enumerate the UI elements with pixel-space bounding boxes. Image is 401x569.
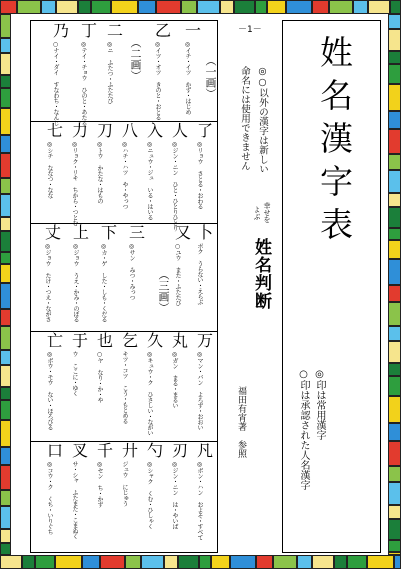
kanji-entry xyxy=(118,441,140,551)
mosaic-tile xyxy=(388,51,401,64)
mosaic-tile xyxy=(141,555,164,569)
kanji-reading: ◎キュウ・ク ひさしい・ながい xyxy=(146,351,153,436)
kanji-reading: ◎ジョウ たけ・つえ・ながさ xyxy=(44,243,51,322)
promo-tagline-2: よぶ xyxy=(253,206,261,220)
kanji-char: 力 xyxy=(72,121,89,140)
kanji-entry xyxy=(193,223,215,331)
mosaic-tile xyxy=(0,14,11,38)
mosaic-tile xyxy=(388,326,401,341)
section-label-two-stroke: （二画） xyxy=(129,37,142,81)
kanji-reading: ◎イチ・イツ かず・はじめ xyxy=(184,41,191,115)
mosaic-tile xyxy=(0,387,11,400)
mosaic-tile xyxy=(0,350,11,365)
mosaic-tile xyxy=(125,555,141,569)
kanji-reading: ◎カ・ゲ した・しも・くだる xyxy=(100,243,107,322)
mosaic-tile xyxy=(367,555,394,569)
mosaic-tile xyxy=(0,38,11,53)
mosaic-tile xyxy=(388,129,401,154)
kanji-char: 乙 xyxy=(155,21,172,40)
kanji-char: 人 xyxy=(172,121,189,140)
kanji-entry xyxy=(193,331,215,441)
mosaic-tile xyxy=(256,555,273,569)
kanji-char: 丈 xyxy=(45,223,62,242)
kanji-entry xyxy=(193,441,215,551)
kanji-char: 乃 xyxy=(53,21,70,40)
mosaic-tile xyxy=(0,447,11,465)
kanji-char: 亡 xyxy=(47,331,64,350)
kanji-entry xyxy=(49,21,71,126)
kanji-reading: サ・シャ ふたまた・こまぬく xyxy=(71,461,78,539)
mosaic-tile xyxy=(388,540,401,552)
kanji-char: 丸 xyxy=(172,331,189,350)
mosaic-tile xyxy=(388,396,401,423)
mosaic-tile xyxy=(100,555,125,569)
mosaic-tile xyxy=(334,555,347,569)
mosaic-tile xyxy=(286,0,312,14)
mosaic-tile xyxy=(388,441,401,466)
mosaic-tile xyxy=(55,555,82,569)
mosaic-tile xyxy=(0,283,11,309)
mosaic-tile xyxy=(388,111,401,129)
kanji-entry xyxy=(143,331,165,441)
kanji-char: 七 xyxy=(47,121,64,140)
mosaic-tile xyxy=(388,376,401,396)
mosaic-tile xyxy=(164,555,178,569)
page-number: －1－ xyxy=(238,25,262,35)
mosaic-tile xyxy=(312,0,329,14)
mosaic-tile xyxy=(388,423,401,441)
mosaic-tile xyxy=(0,365,11,387)
mosaic-tile xyxy=(138,0,156,14)
kanji-entry xyxy=(97,223,119,331)
kanji-char: 叉 xyxy=(72,441,89,460)
kanji-char: 勺 xyxy=(147,441,164,460)
mosaic-tile xyxy=(347,555,367,569)
mosaic-tile xyxy=(273,555,297,569)
mosaic-tile xyxy=(388,228,401,240)
kanji-reading: ◎テイ・チョウ ひのと・あたる xyxy=(80,41,87,126)
kanji-char: 刀 xyxy=(97,121,114,140)
decorative-border-right xyxy=(388,14,401,555)
mosaic-tile xyxy=(394,555,401,569)
mosaic-tile xyxy=(0,88,11,108)
kanji-reading: ○ユウ また・ふたたび xyxy=(174,243,181,306)
kanji-entry xyxy=(118,331,140,441)
reference-credit: 福田有宵著 参照 xyxy=(236,386,246,458)
kanji-entry xyxy=(43,121,65,223)
kanji-entry xyxy=(168,121,190,231)
page-title: 姓名漢字表 xyxy=(315,35,354,250)
kanji-reading: ○ヤ なり・か・や xyxy=(96,351,103,403)
section-label-one-stroke: （一画） xyxy=(204,55,217,99)
kanji-entry xyxy=(68,331,90,441)
mosaic-tile xyxy=(197,0,220,14)
mosaic-tile xyxy=(0,194,11,217)
mosaic-tile xyxy=(230,555,256,569)
mosaic-tile xyxy=(388,302,401,326)
kanji-char: 于 xyxy=(72,331,89,350)
kanji-reading: ◎セン ち・かず xyxy=(96,461,103,507)
kanji-reading: ◎ボウ・モウ ない・ほろびる xyxy=(46,351,53,430)
mosaic-tile xyxy=(0,465,11,490)
mosaic-tile xyxy=(388,466,401,482)
kanji-entry xyxy=(43,441,65,551)
mosaic-tile xyxy=(211,555,230,569)
kanji-entry xyxy=(171,223,193,331)
mosaic-tile xyxy=(267,0,286,14)
mosaic-tile xyxy=(0,217,11,231)
decorative-border-left xyxy=(0,14,11,555)
mosaic-tile xyxy=(388,29,401,51)
mosaic-tile xyxy=(297,555,312,569)
mosaic-tile xyxy=(353,0,368,14)
mosaic-tile xyxy=(111,0,138,14)
mosaic-tile xyxy=(388,519,401,540)
mosaic-tile xyxy=(0,231,11,252)
mosaic-tile xyxy=(388,207,401,228)
kanji-reading: ◎ジョウ うえ・かみ・のぼる xyxy=(72,243,79,322)
kanji-char: 也 xyxy=(97,331,114,350)
mosaic-tile xyxy=(388,505,401,519)
mosaic-tile xyxy=(220,0,234,14)
kanji-reading: ◎イツ・オツ きのと・おとる xyxy=(154,41,161,120)
mosaic-tile xyxy=(388,341,401,363)
kanji-entry xyxy=(93,331,115,441)
title-panel xyxy=(282,20,381,553)
kanji-char: 下 xyxy=(101,223,118,242)
kanji-reading: ◎ニ ふたつ・ふたたび xyxy=(106,41,113,104)
kanji-entry xyxy=(93,441,115,551)
promo-book-title: 姓名判断 xyxy=(251,238,271,310)
kanji-entry xyxy=(118,121,140,223)
legend-jinmei: ○印は承認された人名漢字 xyxy=(298,369,309,490)
mosaic-tile xyxy=(0,0,17,14)
legend-joyo: ◎印は常用漢字 xyxy=(314,369,325,440)
kanji-char: 乞 xyxy=(122,331,139,350)
mosaic-tile xyxy=(388,363,401,376)
mosaic-tile xyxy=(0,555,22,569)
mosaic-tile xyxy=(388,64,401,84)
mosaic-tile xyxy=(0,420,11,447)
mosaic-tile xyxy=(22,555,35,569)
mosaic-tile xyxy=(0,264,11,283)
section-label-three-stroke: （三画） xyxy=(157,269,170,313)
mosaic-tile xyxy=(0,75,11,88)
mosaic-tile xyxy=(181,0,197,14)
mosaic-tile xyxy=(329,0,353,14)
kanji-entry xyxy=(125,223,147,331)
mosaic-tile xyxy=(390,0,401,14)
mosaic-tile xyxy=(0,529,11,543)
kanji-entry xyxy=(69,223,91,331)
mosaic-tile xyxy=(0,543,11,555)
kanji-char: 入 xyxy=(147,121,164,140)
mosaic-tile xyxy=(199,555,211,569)
mosaic-tile xyxy=(388,170,401,193)
mosaic-tile xyxy=(388,193,401,207)
kanji-entry xyxy=(43,331,65,441)
mosaic-tile xyxy=(35,555,55,569)
mosaic-tile xyxy=(388,482,401,505)
kanji-char: 一 xyxy=(185,21,202,40)
mosaic-tile xyxy=(312,555,334,569)
kanji-table xyxy=(30,20,218,553)
kanji-reading: ◎シャク くむ・ひしゃく xyxy=(146,461,153,529)
mosaic-tile xyxy=(0,135,11,153)
kanji-entry xyxy=(193,121,215,223)
kanji-reading: キツ・コツ こう・もとめる xyxy=(121,351,128,424)
kanji-char: 刃 xyxy=(172,441,189,460)
mosaic-tile xyxy=(234,0,255,14)
mosaic-tile xyxy=(388,84,401,111)
kanji-reading: ◎ジン・ニン ひと・ひとりひとり xyxy=(171,141,178,231)
kanji-entry xyxy=(77,21,99,126)
kanji-reading: ◎ガン まる・まるい xyxy=(171,351,178,408)
kanji-entry xyxy=(143,441,165,551)
kanji-reading: ◎シチ ななつ・なな xyxy=(46,141,53,198)
mosaic-tile xyxy=(388,259,401,285)
kanji-reading: ◎ニュウ・ジュ いる・はいる xyxy=(146,141,153,220)
mosaic-tile xyxy=(41,0,56,14)
kanji-entry xyxy=(103,21,125,121)
kanji-char: 二 xyxy=(107,21,124,40)
mosaic-tile xyxy=(156,0,181,14)
kanji-reading: ◎コウ・ク くち・いりぐち xyxy=(46,461,53,535)
kanji-reading: ◎トウ かたな・はもの xyxy=(96,141,103,204)
kanji-char: 卜 xyxy=(197,223,214,242)
kanji-reading: ○ナイ・ダイ すなわち・なんじ xyxy=(52,41,59,126)
mosaic-tile xyxy=(0,400,11,420)
mosaic-tile xyxy=(178,555,199,569)
mosaic-tile xyxy=(78,0,91,14)
kanji-reading: ◎ジン・ニン は・やいば xyxy=(171,461,178,529)
kanji-reading: ◎リョウ さとる・おわる xyxy=(196,141,203,209)
mosaic-tile xyxy=(82,555,100,569)
kanji-entry xyxy=(168,441,190,551)
kanji-entry xyxy=(68,121,90,226)
mosaic-tile xyxy=(0,53,11,75)
kanji-char: 丁 xyxy=(81,21,98,40)
mosaic-tile xyxy=(91,0,111,14)
kanji-reading: ◎サン みつ・みっつ xyxy=(128,243,135,300)
kanji-entry xyxy=(41,223,63,331)
mosaic-tile xyxy=(0,153,11,178)
kanji-char: 凡 xyxy=(197,441,214,460)
kanji-char: 久 xyxy=(147,331,164,350)
kanji-entry xyxy=(168,331,190,441)
kanji-entry xyxy=(68,441,90,551)
decorative-border-bottom xyxy=(0,555,401,569)
mosaic-tile xyxy=(0,506,11,529)
mosaic-tile xyxy=(368,0,390,14)
mosaic-tile xyxy=(388,14,401,29)
kanji-reading: ◎ボン・ハン およそ・すべて xyxy=(196,461,203,540)
kanji-reading: ◎リョク・リキ ちから・つとむ xyxy=(71,141,78,226)
kanji-char: 口 xyxy=(47,441,64,460)
kanji-char: 千 xyxy=(97,441,114,460)
mosaic-tile xyxy=(56,0,78,14)
kanji-entry xyxy=(151,21,173,121)
kanji-reading: ◎マン・バン よろず・おおい xyxy=(196,351,203,430)
kanji-char: 廾 xyxy=(122,441,139,460)
mosaic-tile xyxy=(255,0,267,14)
kanji-char: 八 xyxy=(122,121,139,140)
mosaic-tile xyxy=(0,326,11,350)
kanji-entry xyxy=(181,21,203,121)
mosaic-tile xyxy=(17,0,41,14)
kanji-char: 了 xyxy=(197,121,214,140)
mosaic-tile xyxy=(0,309,11,326)
kanji-char: 上 xyxy=(73,223,90,242)
mosaic-tile xyxy=(0,178,11,194)
kanji-reading: ◎ハチ・ハツ や・やっつ xyxy=(121,141,128,209)
mosaic-tile xyxy=(388,154,401,170)
promo-tagline-1: 幸せを xyxy=(263,202,271,223)
kanji-reading: ボク うらない・えらぶ xyxy=(196,243,203,305)
kanji-char: 又 xyxy=(175,223,192,242)
kanji-entry xyxy=(93,121,115,223)
notice-line-2: 命名には使用できません xyxy=(239,66,250,171)
mosaic-tile xyxy=(388,552,401,555)
mosaic-tile xyxy=(0,490,11,506)
kanji-entry xyxy=(143,121,165,223)
decorative-border-top xyxy=(0,0,401,14)
mosaic-tile xyxy=(388,240,401,259)
kanji-char: 万 xyxy=(197,331,214,350)
kanji-reading: ウ ここに・ゆく xyxy=(71,351,78,396)
notice-line-1: ◎○以外の漢字は新しい xyxy=(257,66,268,174)
kanji-char: 三 xyxy=(129,223,146,242)
mosaic-tile xyxy=(388,285,401,302)
mosaic-tile xyxy=(0,108,11,135)
mosaic-tile xyxy=(0,252,11,264)
kanji-reading: ジュウ にじゅう xyxy=(121,461,128,506)
